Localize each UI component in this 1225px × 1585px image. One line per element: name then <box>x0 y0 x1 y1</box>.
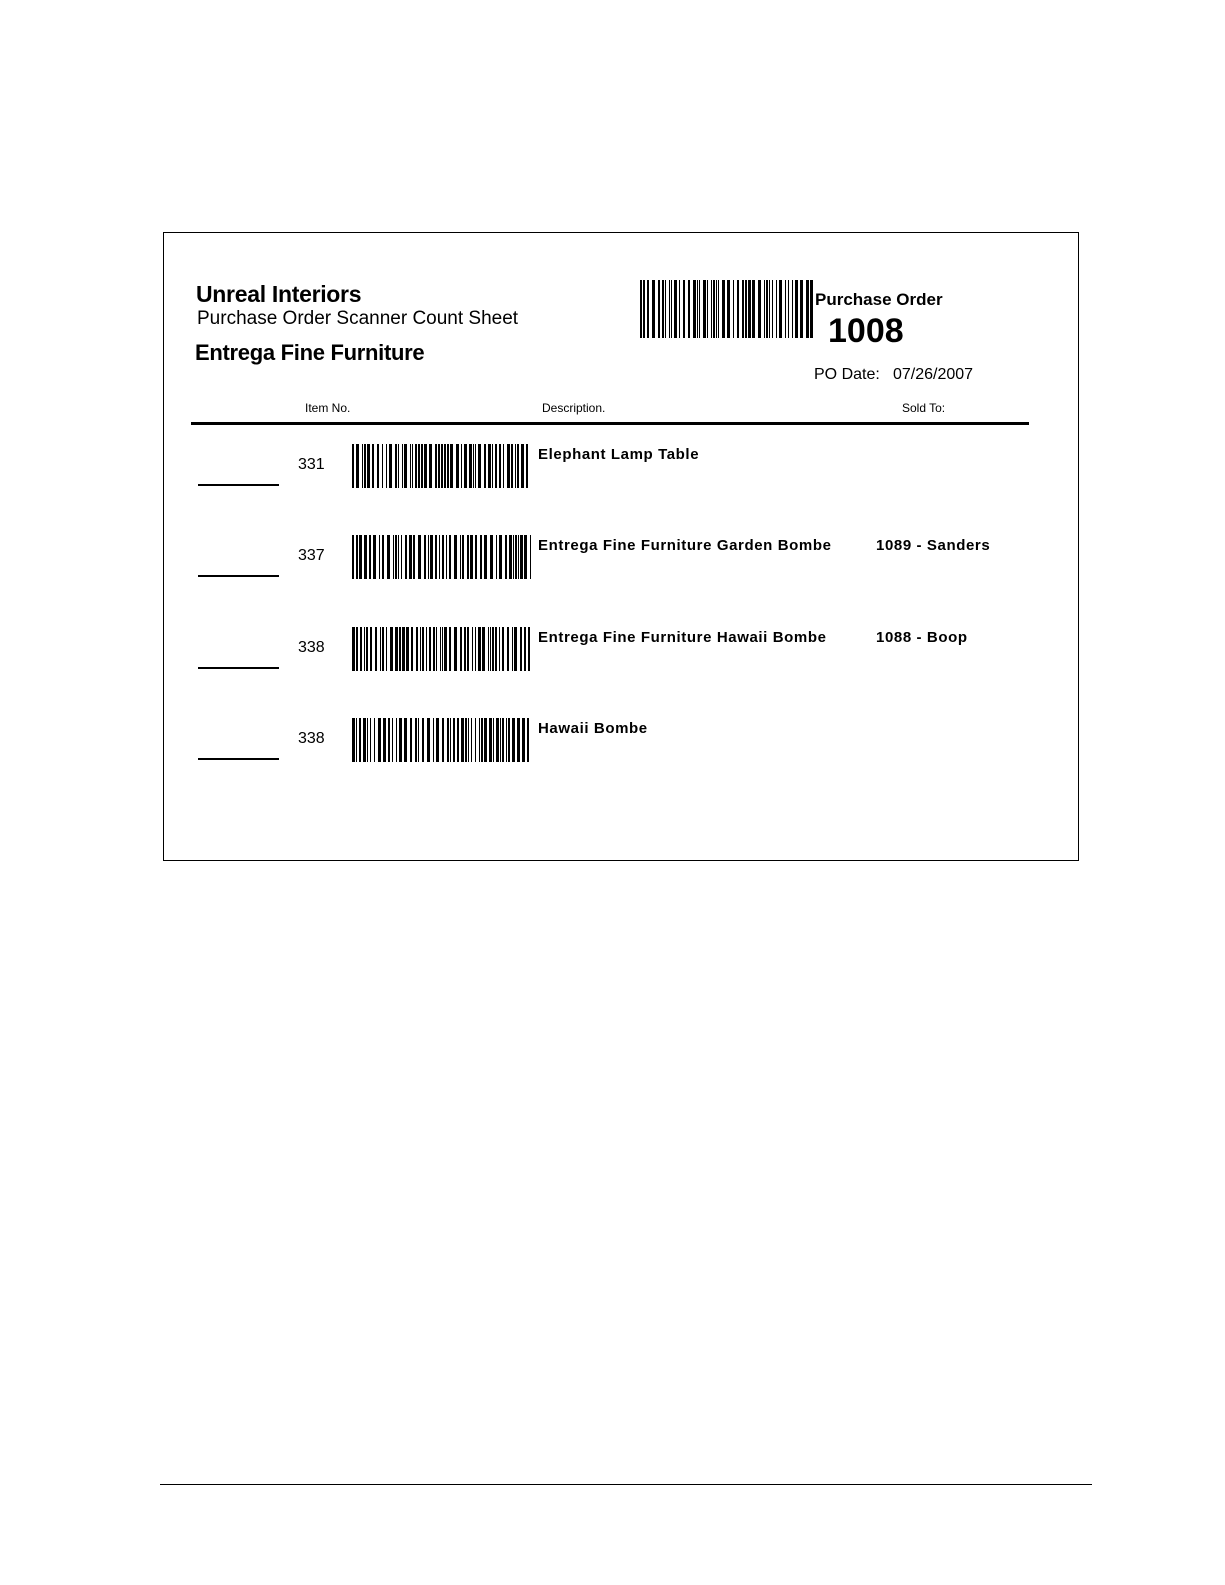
item-number: 338 <box>298 730 325 747</box>
po-date-value: 07/26/2007 <box>893 366 974 383</box>
item-description: Entrega Fine Furniture Hawaii Bombe <box>538 629 827 646</box>
sheet-title: Purchase Order Scanner Count Sheet <box>197 308 519 329</box>
po-label: Purchase Order <box>815 290 943 309</box>
company-name: Unreal Interiors <box>196 281 362 307</box>
column-header-item-no: Item No. <box>305 401 351 415</box>
count-blank-line <box>198 575 279 577</box>
column-header-description: Description. <box>542 401 606 415</box>
vendor-name: Entrega Fine Furniture <box>195 340 425 365</box>
line-item-row <box>164 627 1078 687</box>
count-blank-line <box>198 484 279 486</box>
column-header-sold-to: Sold To: <box>902 401 946 415</box>
item-sold-to: 1089 - Sanders <box>876 537 991 554</box>
line-item-row <box>164 535 1078 595</box>
item-description: Elephant Lamp Table <box>538 446 700 463</box>
header-rule <box>191 422 1029 425</box>
po-barcode <box>640 280 813 338</box>
footer-rule <box>160 1484 1092 1485</box>
line-item-row <box>164 718 1078 778</box>
item-barcode <box>352 718 531 762</box>
item-number: 331 <box>298 456 325 473</box>
item-number: 338 <box>298 639 325 656</box>
count-blank-line <box>198 758 279 760</box>
item-barcode <box>352 627 531 671</box>
count-sheet-frame <box>163 232 1079 861</box>
line-item-row <box>164 444 1078 504</box>
item-number: 337 <box>298 547 325 564</box>
item-sold-to: 1088 - Boop <box>876 629 968 646</box>
po-date-label: PO Date: <box>814 366 880 383</box>
po-number: 1008 <box>828 312 904 350</box>
count-blank-line <box>198 667 279 669</box>
item-description: Hawaii Bombe <box>538 720 648 737</box>
item-barcode <box>352 444 531 488</box>
item-barcode <box>352 535 531 579</box>
item-description: Entrega Fine Furniture Garden Bombe <box>538 537 832 554</box>
